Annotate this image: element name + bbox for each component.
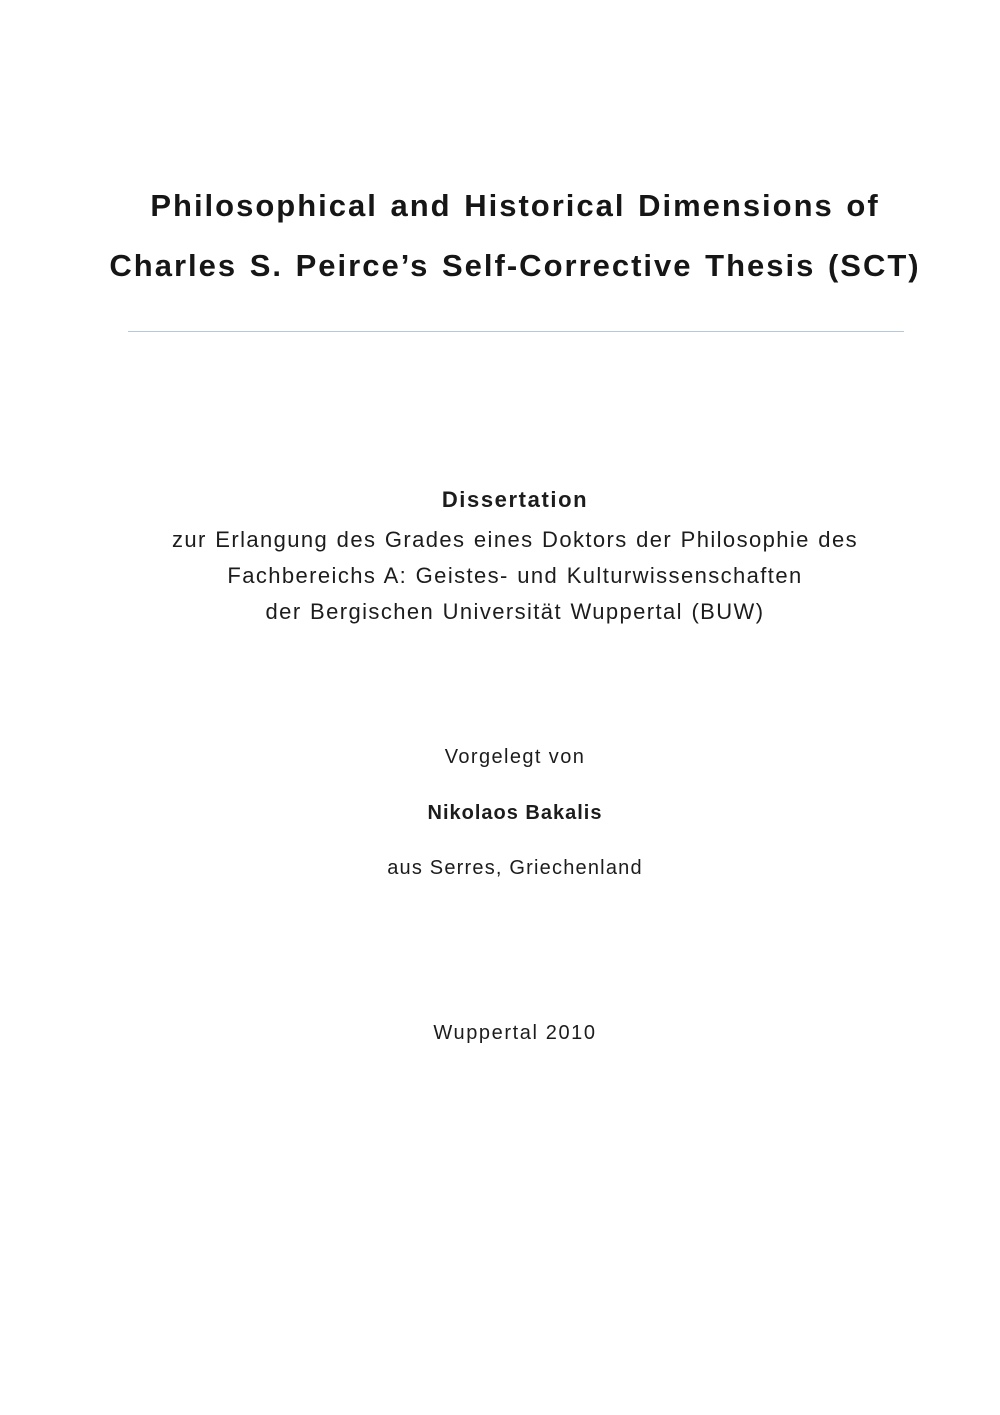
author-origin: aus Serres, Griechenland [387, 857, 643, 879]
dissertation-line: zur Erlangung des Grades eines Doktors der Philosophie des [172, 527, 858, 552]
presented-by-label: Vorgelegt von [444, 746, 586, 768]
dissertation-heading: Dissertation [441, 487, 589, 512]
title-divider [128, 331, 904, 332]
dissertation-line: der Bergischen Universität Wuppertal (BUW) [265, 599, 765, 624]
place-and-year: Wuppertal 2010 [433, 1022, 597, 1044]
dissertation-line: Fachbereichs A: Geistes- und Kulturwissenschaften [227, 563, 803, 588]
title-line-2: Charles S. Peirce’s Self-Corrective Thesis (SCT) [109, 248, 921, 283]
author-name: Nikolaos Bakalis [427, 802, 603, 824]
title-line-1: Philosophical and Historical Dimensions of [150, 188, 880, 223]
